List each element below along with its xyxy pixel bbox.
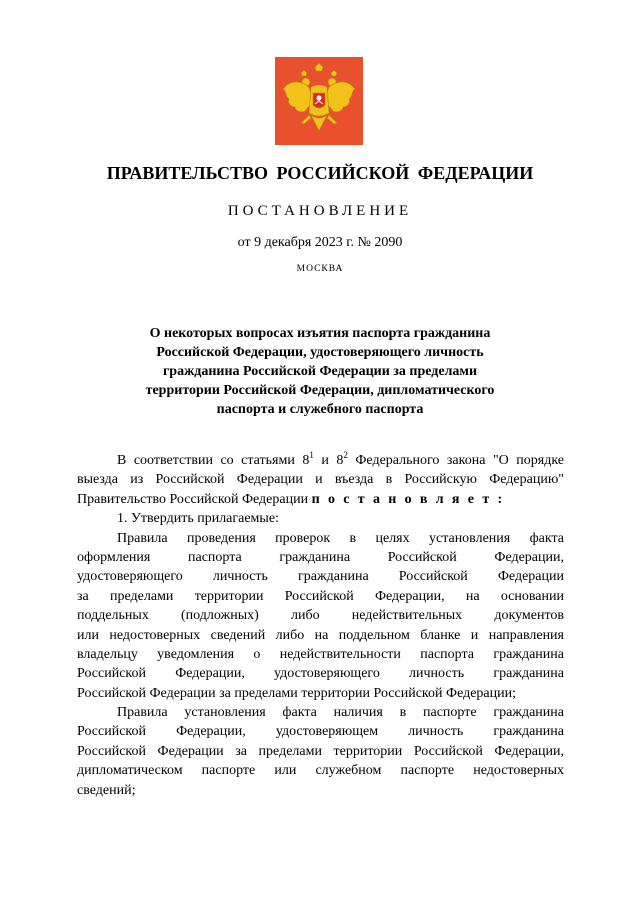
para1-line: удостоверяющего личность гражданина Российской Федерации: [77, 569, 564, 585]
intro-line: выезда из Российской Федерации и въезда в Российскую Федерацию": [77, 472, 564, 488]
double-headed-eagle-icon: [275, 57, 363, 145]
para1-line: владельцу уведомления о недействительности паспорта гражданина: [77, 646, 564, 662]
title-line: О некоторых вопросах изъятия паспорта гражданина: [149, 326, 491, 341]
para1-line: Российской Федерации, удостоверяющего личность гражданина: [77, 666, 564, 682]
document-body: [77, 451, 564, 800]
document-city: МОСКВА: [296, 264, 344, 274]
para2-line: дипломатическом паспорте или служебном паспорте недостоверных: [77, 763, 564, 779]
superscript: 2: [343, 450, 348, 460]
para1-line: Российской Федерации за пределами территории Российской Федерации;: [77, 685, 517, 701]
document-date-number: от 9 декабря 2023 г. № 2090: [237, 235, 403, 250]
organization-heading: ПРАВИТЕЛЬСТВО РОССИЙСКОЙ ФЕДЕРАЦИИ: [106, 163, 534, 183]
para1-line: Правила проведения проверок в целях установления факта: [117, 530, 564, 546]
decree-word: п о с т а н о в л я е т :: [311, 491, 505, 507]
item-1: 1. Утвердить прилагаемые:: [117, 511, 279, 527]
title-line: гражданина Российской Федерации за пределами: [162, 364, 478, 379]
para2-line: сведений;: [77, 782, 136, 798]
intro-line: В соответствии со статьями $8^1$ и $8^2$ Федерального закона "О порядке: [117, 450, 564, 468]
para2-line: Российской Федерации, удостоверяющем личность гражданина: [77, 724, 564, 740]
title-line: Российской Федерации, удостоверяющего личность: [156, 345, 484, 360]
para1-line: поддельных (подложных) либо недействительных документов: [77, 608, 564, 624]
intro-line: Правительство Российской Федерации п о с т а н о в л я е т :: [77, 491, 505, 507]
title-line: территории Российской Федерации, дипломатического: [145, 383, 495, 398]
superscript: 1: [309, 450, 314, 460]
coat-of-arms-icon: [275, 57, 363, 145]
document-type: ПОСТАНОВЛЕНИЕ: [227, 203, 413, 219]
para1-line: или недостоверных сведений либо на поддельном бланке и направления: [77, 627, 564, 643]
title-line: паспорта и служебного паспорта: [216, 402, 424, 417]
para1-line: за пределами территории Российской Федерации, на основании: [77, 588, 564, 604]
para2-line: Правила установления факта наличия в паспорте гражданина: [117, 705, 564, 721]
document-title: [110, 324, 530, 419]
para2-line: Российской Федерации за пределами территории Российской Федерации,: [77, 743, 564, 759]
para1-line: оформления паспорта гражданина Российской Федерации,: [77, 549, 564, 565]
